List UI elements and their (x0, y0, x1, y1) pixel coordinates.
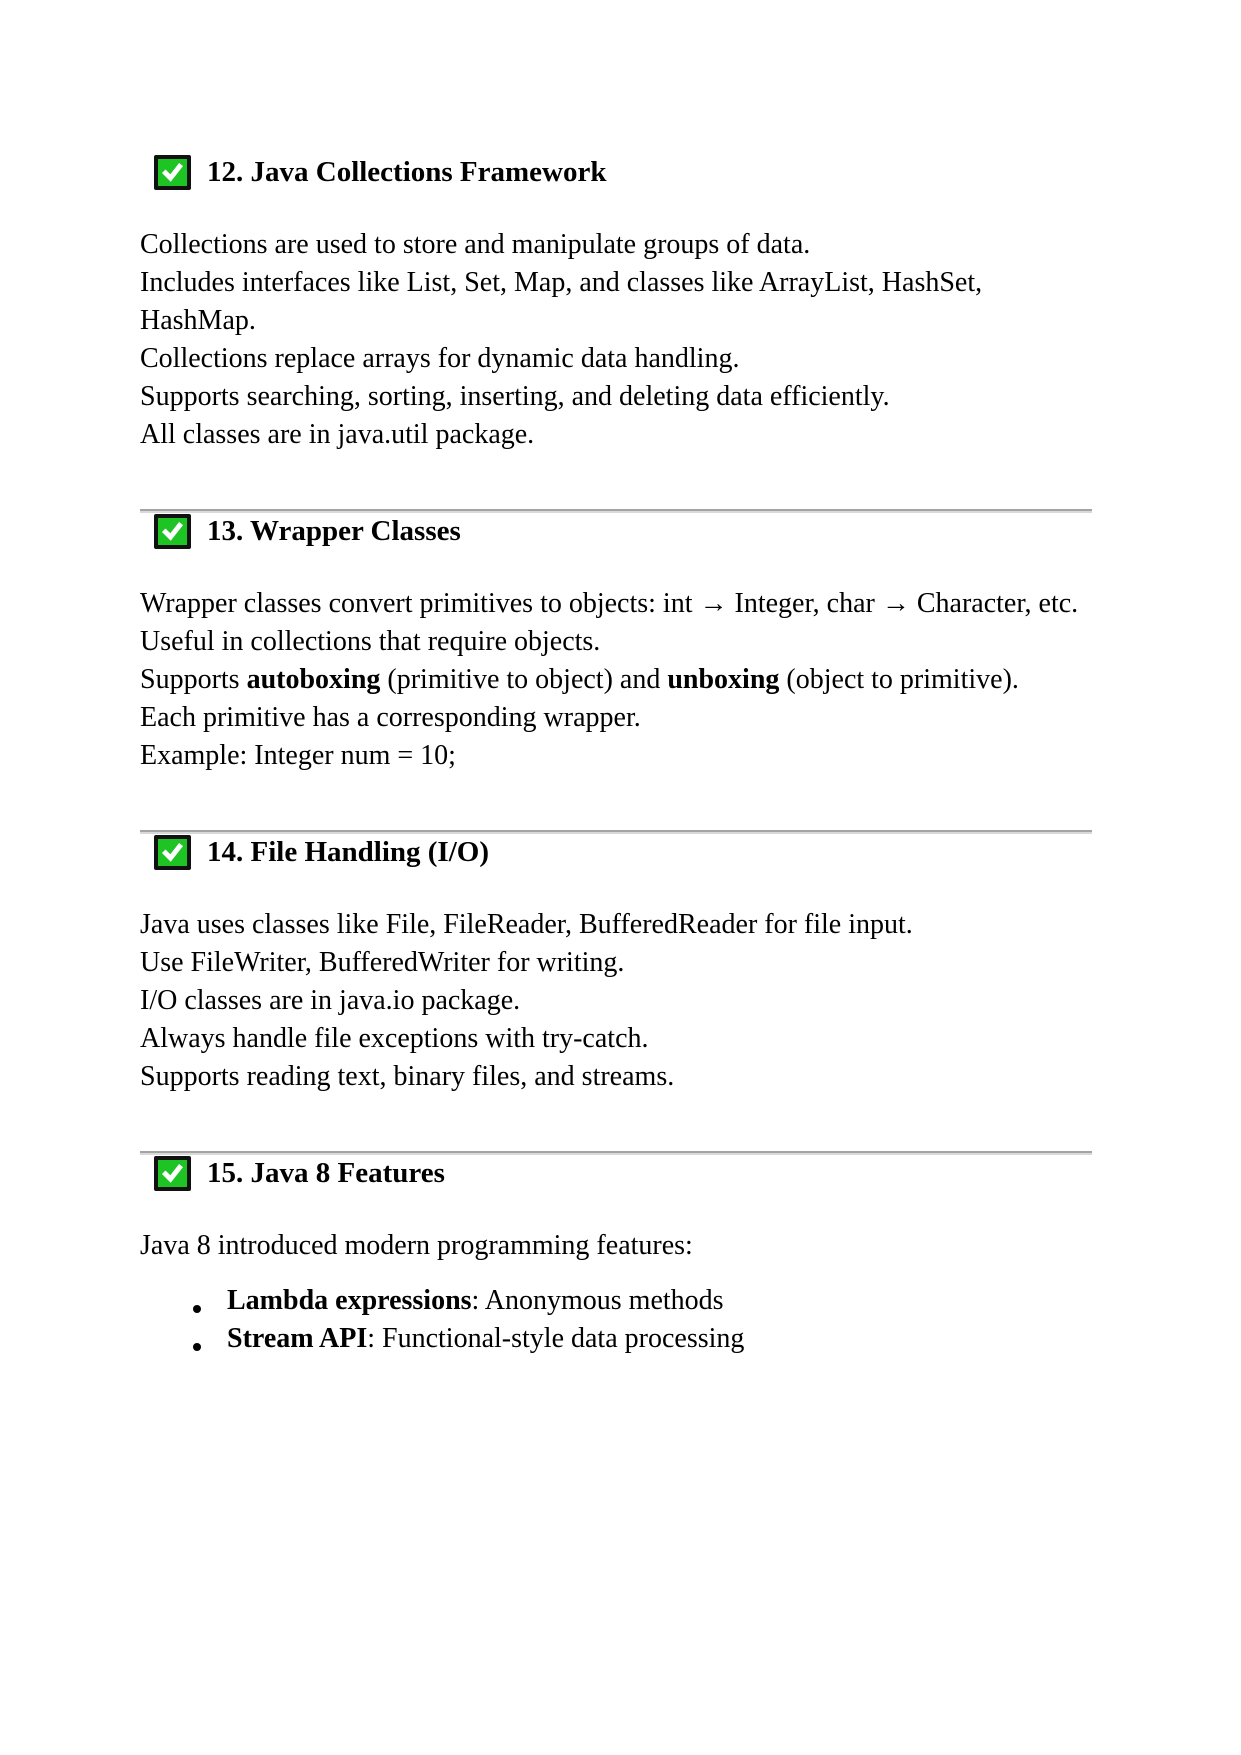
section-heading (140, 832, 1092, 872)
section-java-8-features (140, 1153, 1092, 1358)
section-title: 12. Java Collections Framework (207, 155, 607, 188)
section-body-text: Collections are used to store and manipulate groups of data. Includes interfaces like List, Set, Map, and classes like ArrayList, HashSet, HashMap. Collections replace arrays for dynamic data handling. Supports searching, sorting, inserting, and deleting data efficiently. All classes are in java.util package. (140, 229, 983, 450)
checked-checkbox-icon (154, 835, 191, 870)
checked-checkbox-icon (154, 514, 191, 549)
section-body-text: Wrapper classes convert primitives to objects: int → Integer, char → Character, etc. Useful in collections that require objects. Supports autoboxing (primitive to object) and unboxing (object to primitive). Each primitive has a corresponding wrapper. Example: Integer num = 10; (140, 588, 1079, 771)
checked-checkbox-icon (154, 1156, 191, 1191)
section-heading (140, 511, 1092, 551)
checkmark-icon (161, 162, 184, 183)
section-title: 14. File Handling (I/O) (207, 835, 489, 868)
bullet-icon (193, 1305, 201, 1313)
bullet-icon (193, 1343, 201, 1351)
section-java-collections-framework (140, 152, 1092, 454)
section-body-text: Java 8 introduced modern programming features: (140, 1230, 693, 1261)
list-item (193, 1282, 1092, 1320)
section-title: 15. Java 8 Features (207, 1156, 445, 1189)
list-item-text: Lambda expressions: Anonymous methods (227, 1285, 724, 1316)
section-body-text: Java uses classes like File, FileReader, BufferedReader for file input. Use FileWriter, BufferedWriter for writing. I/O classes are in java.io package. Always handle file exceptions with try-catch. Supports reading text, binary files, and streams. (140, 909, 913, 1092)
checked-checkbox-icon (154, 155, 191, 190)
section-heading (140, 152, 1092, 192)
section-heading (140, 1153, 1092, 1193)
list-item (193, 1320, 1092, 1358)
checkmark-icon (161, 1163, 184, 1184)
section-title: 13. Wrapper Classes (207, 514, 461, 547)
checkmark-icon (161, 521, 184, 542)
section-file-handling (140, 832, 1092, 1096)
feature-bullet-list (140, 1282, 1092, 1358)
section-wrapper-classes (140, 511, 1092, 775)
list-item-text: Stream API: Functional-style data processing (227, 1323, 745, 1354)
checkmark-icon (161, 842, 184, 863)
